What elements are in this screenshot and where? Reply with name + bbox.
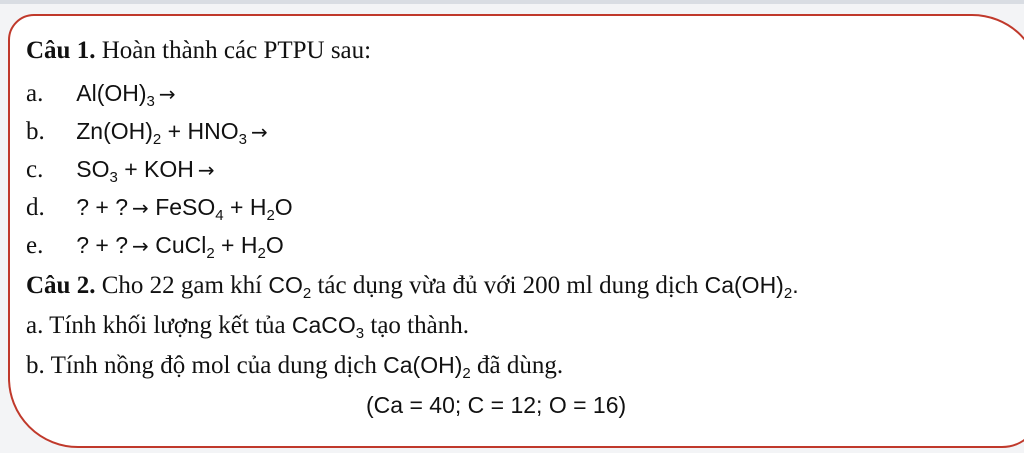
reaction-c-label: c. (26, 156, 44, 183)
reaction-d-equation: ? + ? → FeSO$_4$ + $H_2O$ (76, 194, 293, 224)
worksheet-card (8, 14, 1024, 448)
co2-formula: $CO_2$ (268, 272, 312, 302)
question-1-title (26, 36, 371, 66)
question-2-part-a (26, 310, 469, 341)
part-a-text-rest: tạo thành. (370, 312, 469, 339)
part-b-text-rest: đã dùng. (476, 352, 564, 379)
caoh2-formula-b: $Ca(OH)_2$ (383, 352, 471, 382)
reaction-b-label: b. (26, 118, 45, 145)
reaction-c (26, 154, 215, 185)
part-a-label: a. (26, 312, 44, 339)
reaction-d-label: d. (26, 194, 45, 221)
reaction-b (26, 116, 268, 147)
part-b-text: Tính nồng độ mol của dung dịch (50, 352, 377, 379)
reaction-c-equation: $SO_3$ + KOH → (76, 156, 215, 186)
question-2-title (26, 270, 799, 301)
reaction-a-equation: $Al(OH)_3$ → (76, 80, 176, 110)
reaction-e-equation: ? + ? → CuCl$_2$ + $H_2O$ (76, 232, 284, 262)
question-2-prompt: Cho 22 gam khí (101, 272, 263, 299)
part-b-label: b. (26, 352, 45, 379)
reaction-d (26, 192, 293, 223)
question-1-heading: Câu 1. (26, 37, 96, 64)
caco3-formula: CaCO$_3$ (291, 312, 365, 342)
reaction-a-label: a. (26, 80, 44, 107)
reaction-e (26, 230, 284, 261)
atomic-masses: (Ca = 40; C = 12; O = 16) (366, 392, 627, 418)
part-a-text: Tính khối lượng kết tủa (49, 312, 286, 339)
question-2-part-b (26, 350, 563, 381)
top-divider (0, 0, 1024, 4)
question-1-prompt: Hoàn thành các PTPU sau: (101, 37, 372, 64)
question-2-prompt-rest: tác dụng vừa đủ với 200 ml dung dịch (317, 272, 699, 299)
reaction-a (26, 78, 176, 109)
reaction-b-equation: $Zn(OH)_2 + HNO_3$ → (76, 118, 268, 148)
question-2-heading: Câu 2. (26, 272, 96, 299)
caoh2-formula: $Ca(OH)_2$. (704, 272, 799, 302)
reaction-e-label: e. (26, 232, 44, 259)
